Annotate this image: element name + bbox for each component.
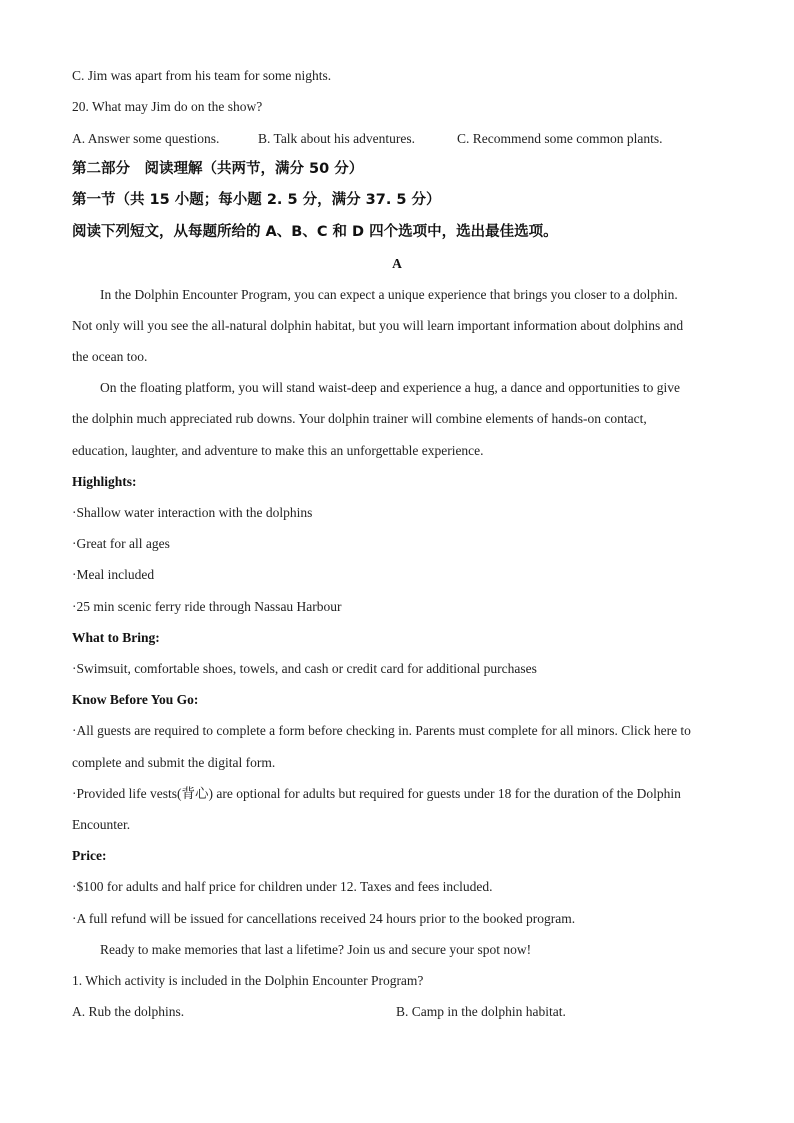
section-instruction: 阅读下列短文，从每题所给的 A、B、C 和 D 四个选项中，选出最佳选项。	[72, 224, 558, 240]
price-item: ·A full refund will be issued for cancellations received 24 hours prior to the booked program.	[72, 911, 576, 926]
know-item-line: Encounter.	[72, 817, 131, 832]
highlight-item: ·Meal included	[72, 567, 155, 582]
know-item-line: ·All guests are required to complete a form before checking in. Parents must complete for all minors. Click here to	[72, 723, 691, 738]
q20-option-c: C. Recommend some common plants.	[457, 131, 663, 146]
highlight-item: ·25 min scenic ferry ride through Nassau Harbour	[72, 599, 342, 614]
highlights-heading: Highlights:	[72, 474, 137, 489]
q19-option-c: C. Jim was apart from his team for some nights.	[72, 68, 332, 83]
part-two-heading: 第二部分 阅读理解（共两节，满分 50 分）	[72, 161, 364, 177]
bring-item: ·Swimsuit, comfortable shoes, towels, and cash or credit card for additional purchases	[72, 661, 537, 676]
q20-option-b: B. Talk about his adventures.	[258, 131, 416, 146]
know-heading: Know Before You Go:	[72, 692, 199, 707]
passage-closing: Ready to make memories that last a lifetime? Join us and secure your spot now!	[100, 942, 532, 957]
price-heading: Price:	[72, 848, 107, 863]
passage-p2-line2: the dolphin much appreciated rub downs. Your dolphin trainer will combine elements of hands-on contact,	[72, 411, 647, 426]
passage-p1-line1: In the Dolphin Encounter Program, you can expect a unique experience that brings you closer to a dolphin.	[100, 287, 678, 302]
bring-heading: What to Bring:	[72, 630, 160, 645]
q20-stem: 20. What may Jim do on the show?	[72, 99, 263, 114]
question-1-option-a: A. Rub the dolphins.	[72, 1004, 185, 1019]
q20-option-a: A. Answer some questions.	[72, 131, 220, 146]
passage-p2-line3: education, laughter, and adventure to make this an unforgettable experience.	[72, 443, 484, 458]
highlight-item: ·Great for all ages	[72, 536, 170, 551]
passage-p1-line3: the ocean too.	[72, 349, 148, 364]
know-item-line: complete and submit the digital form.	[72, 755, 276, 770]
highlight-item: ·Shallow water interaction with the dolphins	[72, 505, 313, 520]
question-1-stem: 1. Which activity is included in the Dolphin Encounter Program?	[72, 973, 424, 988]
passage-p1-line2: Not only will you see the all-natural dolphin habitat, but you will learn important information about dolphins and	[72, 318, 684, 333]
passage-letter: A	[392, 256, 402, 271]
passage-p2-line1: On the floating platform, you will stand waist-deep and experience a hug, a dance and opportunities to give	[100, 380, 680, 395]
question-1-option-b: B. Camp in the dolphin habitat.	[396, 1004, 566, 1019]
know-item-line: ·Provided life vests(背心) are optional for adults but required for guests under 18 for the duration of the Dolphin	[72, 786, 681, 801]
price-item: ·$100 for adults and half price for children under 12. Taxes and fees included.	[72, 879, 493, 894]
section-one-heading: 第一节（共 15 小题；每小题 2. 5 分，满分 37. 5 分）	[72, 192, 441, 208]
